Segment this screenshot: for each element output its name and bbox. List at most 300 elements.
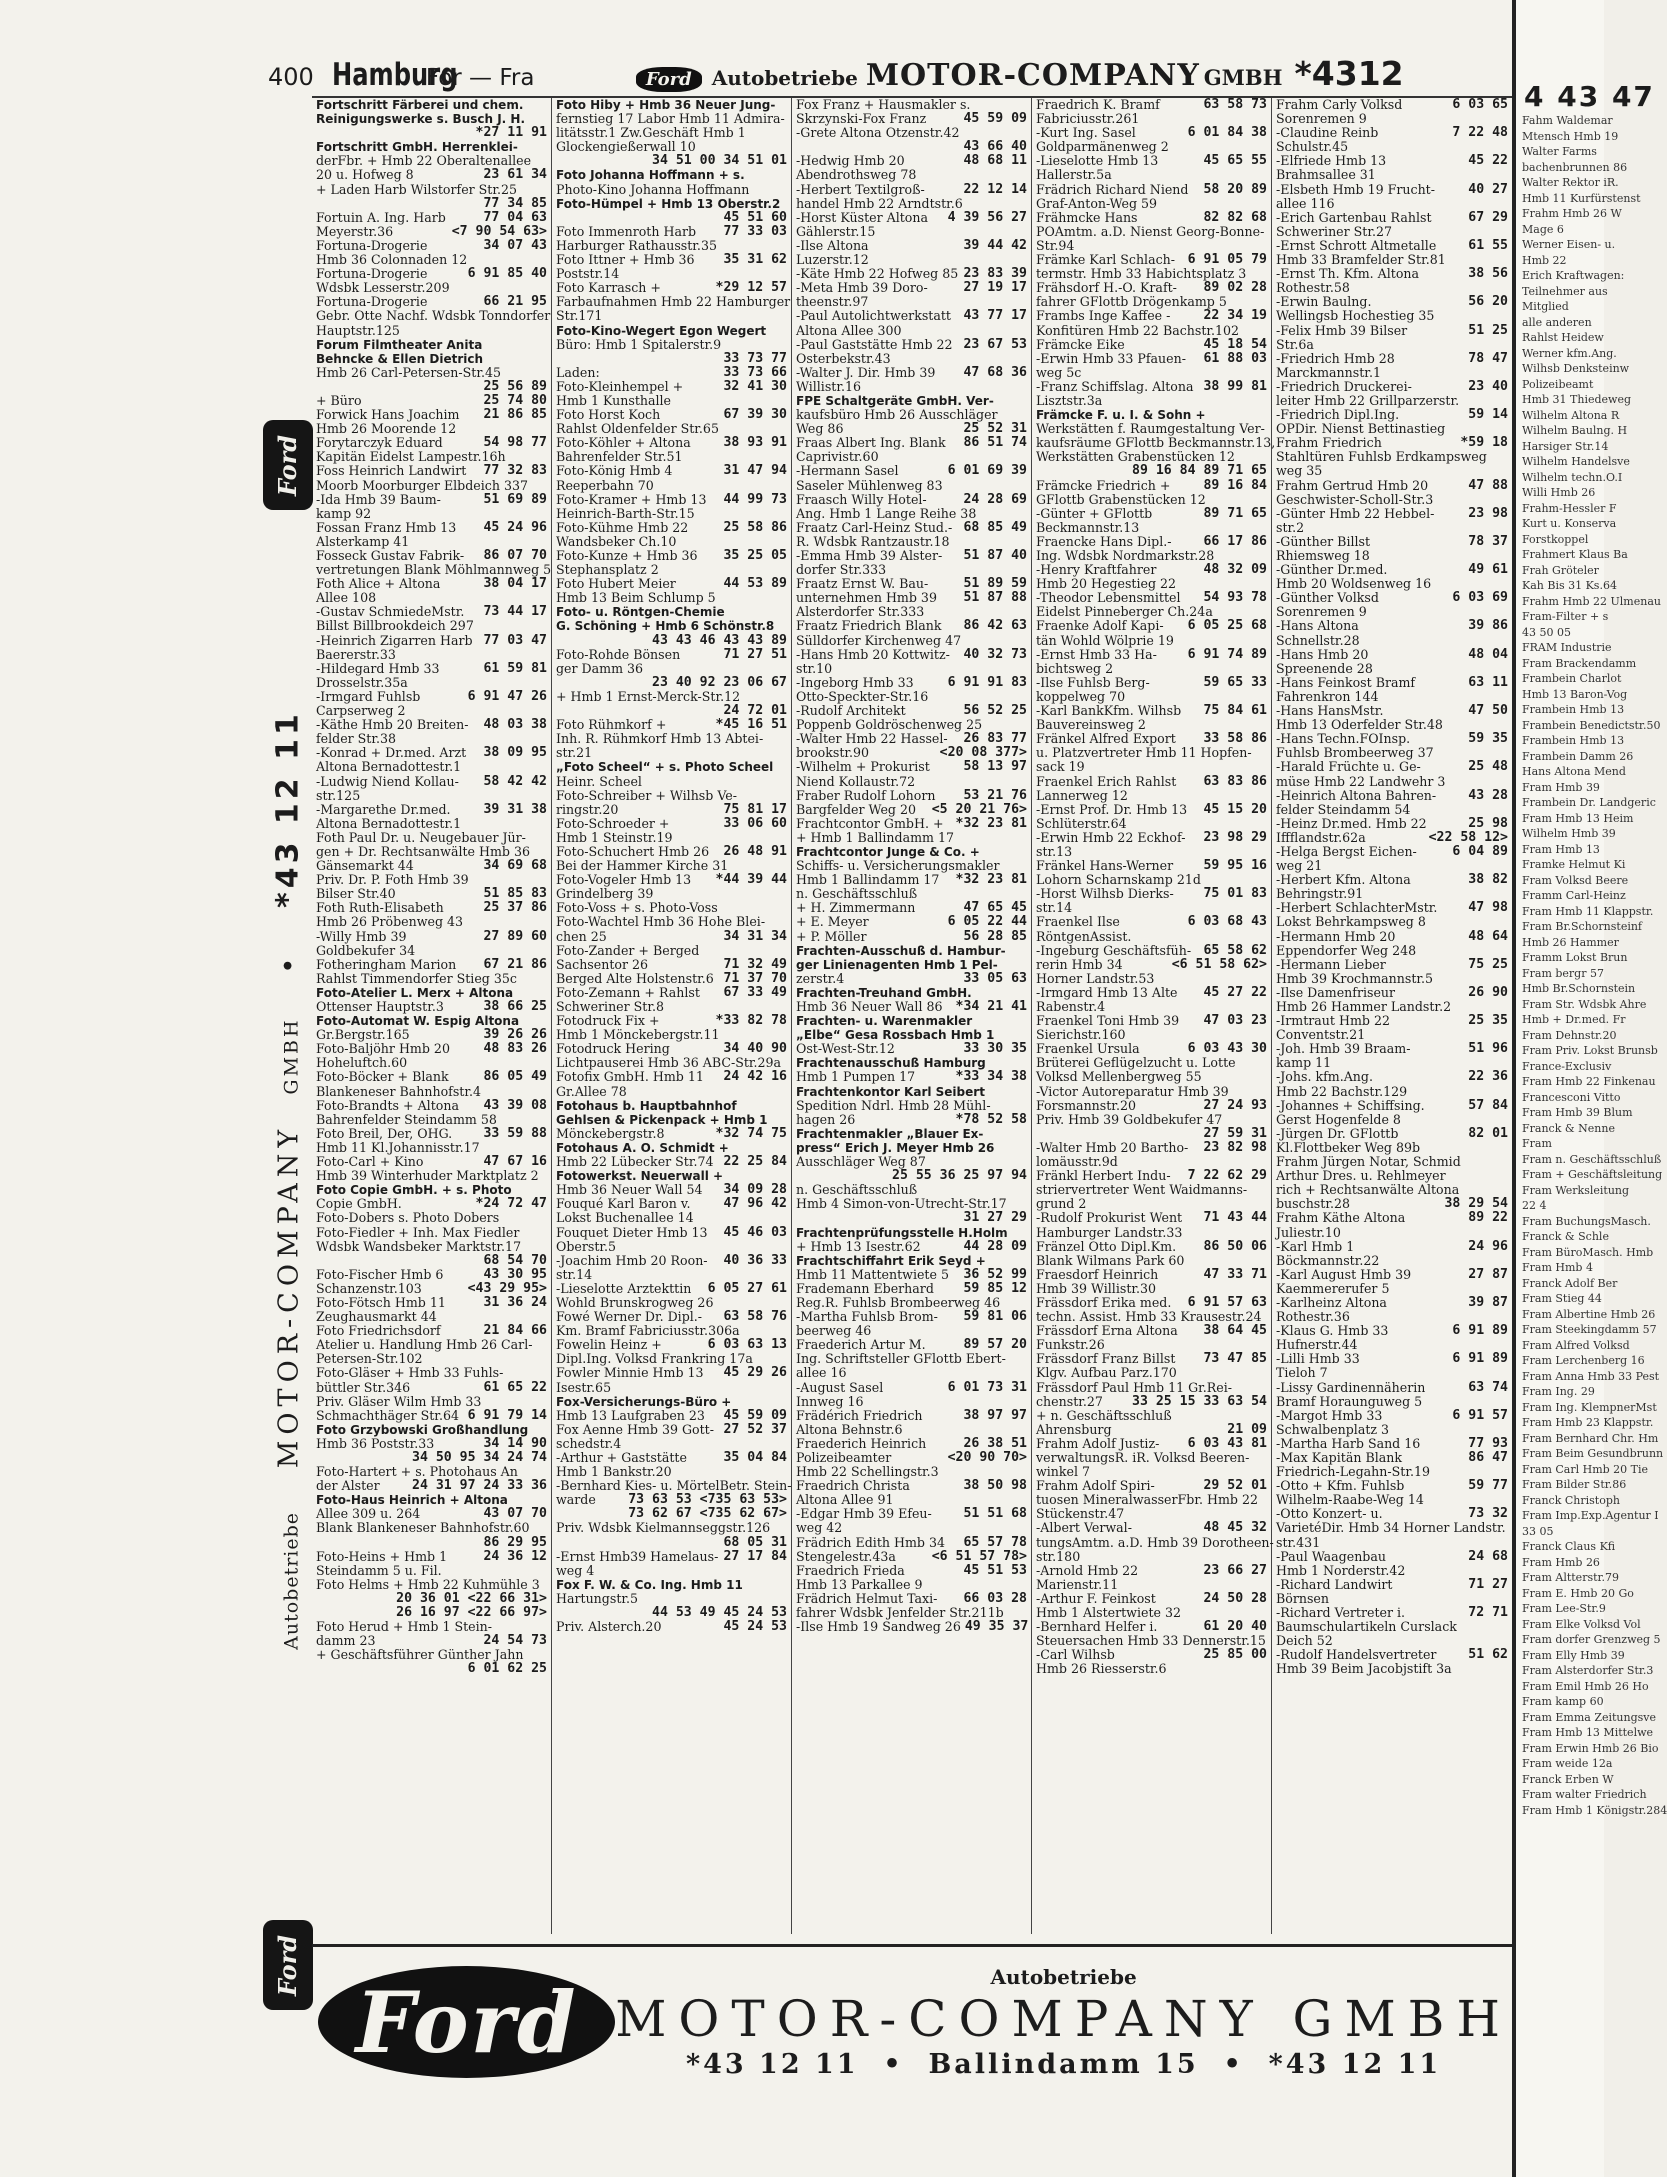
entry-text: Spreenende 28 [1276,660,1373,676]
entry-text: Fraas Albert Ing. Blank [796,435,946,451]
adjacent-page-line: Kurt u. Konserva [1522,517,1617,530]
directory-column-4 [1032,97,1276,1934]
directory-entry-line [1036,718,1267,732]
directory-entry-line [1036,1282,1267,1296]
entry-phone: 47 50 [1468,703,1508,719]
directory-entry-line [1276,98,1508,112]
directory-entry-line [316,112,547,126]
directory-entry-line [1036,1592,1267,1606]
adjacent-page-line: Fahm Waldemar [1522,114,1613,127]
entry-text: Hmb 4 Simon-von-Utrecht-Str.17 [796,1196,1007,1212]
directory-entry-line [1276,887,1508,901]
entry-phone: 22 12 14 [963,181,1027,197]
directory-entry-line [556,1395,787,1409]
entry-phone: 26 38 51 [963,1435,1027,1451]
directory-entry-line [1276,972,1508,986]
entry-phone: 25 52 31 [963,421,1027,437]
entry-text: -Bernhard Kies- u. MörtelBetr. Stein- [556,1478,792,1494]
directory-entry-line [556,676,787,690]
entry-text: tungsAmtm. a.D. Hmb 39 Dorotheen- [1036,1534,1274,1550]
entry-text: Frahm Friedrich [1276,435,1382,451]
directory-entry-line [556,507,787,521]
entry-text: Frachtenprüfungsstelle H.Holm [796,1225,1008,1240]
entry-text: ringstr.20 [556,801,619,817]
directory-entry-line [796,281,1027,295]
entry-phone: 53 21 76 [963,787,1027,803]
directory-entry-line [796,450,1027,464]
directory-entry-line [796,577,1027,591]
directory-entry-line [1036,1014,1267,1028]
entry-text: Foto-Zander + Berged [556,942,700,958]
entry-text: -Günter + GFlottb [1036,505,1153,521]
directory-entry-line [556,211,787,225]
directory-entry-line [1276,1056,1508,1070]
entry-text: Forwick Hans Joachim [316,407,460,423]
directory-entry-line [316,408,547,422]
entry-text: Fraber Rudolf Lohorn [796,787,936,803]
directory-entry-line [556,1578,787,1592]
entry-phone: 34 40 90 [723,1041,787,1057]
entry-text: Grindelberg 39 [556,886,654,902]
entry-phone: 25 85 00 [1203,1647,1267,1663]
entry-text: -Herbert SchlachterMstr. [1276,900,1438,916]
directory-entry-line [556,436,787,450]
directory-entry-line [1036,563,1267,577]
directory-entry-line [316,873,547,887]
directory-entry-line [796,634,1027,648]
entry-phone: 34 50 95 34 24 74 [412,1450,547,1465]
entry-phone: 44 53 49 45 24 53 [652,1605,787,1621]
directory-entry-line [556,986,787,1000]
directory-entry-line [556,366,787,380]
entry-text: Foto-Kramer + Hmb 13 [556,491,707,507]
entry-text: Sorenremen 9 [1276,604,1367,620]
ad-bullet-left: • [883,2048,904,2080]
entry-text: -Martha Harb Sand 16 [1276,1435,1421,1451]
ad-address: Ballindamm 15 [928,2048,1199,2080]
entry-phone: 66 17 86 [1203,533,1267,549]
directory-entry-line [316,295,547,309]
entry-text: Bahrenfelder Str.51 [556,449,683,465]
entry-text: Gänsemarkt 44 [316,858,414,874]
directory-entry-line [796,1254,1027,1268]
entry-phone: 63 11 [1468,674,1508,690]
entry-text: Fotohaus b. Hauptbahnhof [556,1098,737,1113]
directory-entry-line [796,1437,1027,1451]
entry-phone: 45 24 53 [723,1619,787,1635]
directory-entry-line [1036,1338,1267,1352]
directory-entry-line [1036,1479,1267,1493]
entry-phone: 49 61 [1468,562,1508,578]
directory-entry-line [796,1521,1027,1535]
directory-entry-line [316,775,547,789]
entry-text: -Friedrich Druckerei- [1276,378,1412,394]
directory-entry-line [1036,1070,1267,1084]
entry-text: -Rudolf Prokurist Went [1036,1210,1183,1226]
directory-entry-line [556,648,787,662]
entry-phone: 34 14 90 [483,1435,547,1451]
directory-entry-line [556,1451,787,1465]
directory-entry-line [556,789,787,803]
directory-entry-line [796,1423,1027,1437]
adjacent-page-line: Fram Str. Wdsbk Ahre [1522,997,1647,1011]
entry-phone: 40 32 73 [963,646,1027,662]
entry-phone: *33 34 38 [955,1069,1027,1085]
entry-phone: 63 58 73 [1203,97,1267,112]
directory-entry-line [796,140,1027,154]
entry-phone: 59 35 [1468,731,1508,747]
entry-text: Hmb 13 Laufgraben 23 [556,1407,705,1423]
entry-phone: 38 82 [1468,872,1508,888]
entry-text: -Elsbeth Hmb 19 Frucht- [1276,181,1435,197]
directory-entry-line [316,1366,547,1380]
directory-entry-line [1036,859,1267,873]
entry-text: -Günter Hmb 22 Hebbel- [1276,505,1435,521]
entry-text: -Claudine Reinb [1276,125,1379,141]
entry-phone: 43 77 17 [963,308,1027,324]
entry-text: litätsstr.1 Zw.Geschäft Hmb 1 [556,125,746,141]
entry-text: Foto-Schroeder + [556,815,670,831]
directory-entry-line [316,1592,547,1606]
entry-text: zerstr.4 [796,970,845,986]
entry-phone: 59 65 33 [1203,674,1267,690]
entry-text: lomäusstr.9d [1036,1154,1118,1170]
directory-entry-line [556,493,787,507]
entry-phone: 6 03 69 [1452,590,1508,606]
vertical-phone: *43 12 11 [270,710,306,908]
entry-text: Bilser Str.40 [316,886,396,902]
directory-entry-line [1036,1085,1267,1099]
directory-entry-line [1036,1042,1267,1056]
adjacent-page-line: Kah Bis 31 Ks.64 [1522,579,1617,592]
entry-text: Foto Horst Koch [556,407,661,423]
entry-text: „Foto Scheel“ + s. Photo Scheel [556,760,774,775]
entry-phone: 65 58 62 [1203,942,1267,958]
directory-entry-line [1036,1028,1267,1042]
directory-entry-line [556,605,787,619]
entry-text: Hmb 20 Hegestieg 22 [1036,576,1177,592]
entry-phone: 24 28 69 [963,491,1027,507]
entry-text: Hmb 13 Parkallee 9 [796,1576,923,1592]
directory-entry-line [1036,1366,1267,1380]
entry-text: -Karlheinz Altona [1276,1294,1387,1310]
entry-phone: 86 42 63 [963,618,1027,634]
directory-entry-line [796,1014,1027,1028]
directory-entry-line [316,1338,547,1352]
entry-text: Fraederich Artur M. [796,1337,926,1353]
directory-entry-line [556,140,787,154]
directory-entry-line [796,168,1027,182]
entry-phone: 43 66 40 [963,139,1027,155]
entry-text: Schnellstr.28 [1276,632,1360,648]
entry-text: Lokst Behrkampsweg 8 [1276,914,1426,930]
entry-phone: 67 33 49 [723,984,787,1000]
directory-entry-line [1276,1282,1508,1296]
directory-entry-line [556,324,787,338]
adjacent-page-line: Frahmert Klaus Ba [1522,548,1628,561]
entry-text: schedstr.4 [556,1435,622,1451]
directory-entry-line [556,1521,787,1535]
adjacent-page-line: France-Exclusiv [1522,1059,1612,1073]
entry-phone: 71 37 70 [723,970,787,986]
directory-entry-line [1036,380,1267,394]
directory-entry-line [796,901,1027,915]
adjacent-page-line: Franck Erben W [1522,1772,1614,1786]
adjacent-page-line: Fram Emil Hmb 26 Ho [1522,1679,1649,1693]
entry-text: koppelweg 70 [1036,688,1126,704]
directory-entry-line [796,1042,1027,1056]
entry-text: str.431 [1276,1534,1321,1550]
directory-entry-line [1036,873,1267,887]
entry-text: Fotodruck Hering [556,1041,670,1057]
directory-entry-line [1036,1240,1267,1254]
directory-entry-line [1276,464,1508,478]
directory-entry-line [1036,1141,1267,1155]
entry-phone: 86 51 74 [963,435,1027,451]
entry-text: + Hmb 1 Ballindamm 17 [796,829,954,845]
entry-phone: 77 03 47 [483,632,547,648]
entry-text: Frässdorf Erika med. [1036,1294,1172,1310]
entry-phone: 33 06 60 [723,815,787,831]
entry-text: Hmb 1 Ballindamm 17 [796,872,940,888]
entry-text: Fraesdorf Heinrich [1036,1266,1159,1282]
entry-phone: 29 52 01 [1203,1478,1267,1494]
directory-entry-line [796,225,1027,239]
entry-text: Hmb 11 Kl.Johannisstr.17 [316,1139,480,1155]
entry-text: Foth Ruth-Elisabeth [316,900,444,916]
directory-entry-line [316,986,547,1000]
directory-entry-line [556,1592,787,1606]
directory-entry-line [1276,126,1508,140]
directory-entry-line [1036,126,1267,140]
directory-entry-line [556,1085,787,1099]
directory-entry-line [1036,183,1267,197]
directory-entry-line [556,591,787,605]
entry-text: Wellingsb Hochestieg 35 [1276,308,1435,324]
entry-text: Främcke F. u. I. & Sohn + [1036,408,1206,423]
entry-text: -Horst Wilhsb Dierks- [1036,886,1174,902]
directory-entry-line [316,887,547,901]
adjacent-page-line: Wilhelm Hmb 39 [1522,827,1616,840]
directory-entry-line [796,295,1027,309]
directory-entry-line [1276,1169,1508,1183]
entry-text: Rhiemsweg 18 [1276,548,1370,563]
entry-text: Foto Rühmkorf + [556,717,667,733]
entry-text: Fotheringham Marion [316,956,457,972]
entry-phone: 26 16 97 <22 66 97> [396,1605,547,1621]
entry-text: Berged Alte Holstenstr.6 [556,970,714,986]
entry-text: Priv. Dr. P. Foth Hmb 39 [316,872,469,888]
entry-phone: 58 13 97 [963,759,1027,775]
entry-phone: 73 47 85 [1203,1351,1267,1367]
entry-text: Fraenkel Erich Rahlst [1036,773,1177,789]
entry-phone: 27 19 17 [963,280,1027,296]
entry-phone: <6 51 58 62> [1171,956,1267,972]
directory-entry-line [1276,1437,1508,1451]
entry-text: -Ernst Th. Kfm. Altona [1276,266,1420,282]
directory-entry-line [796,380,1027,394]
entry-phone: 89 16 84 [1203,477,1267,493]
adjacent-page-line: Fram Hmb 39 [1522,780,1600,794]
directory-entry-line [556,1282,787,1296]
entry-text: -Walter J. Dir. Hmb 39 [796,364,936,380]
entry-text: Friedrich-Legahn-Str.19 [1276,1464,1430,1480]
entry-phone: 48 45 32 [1203,1520,1267,1536]
entry-text: -Erwin Hmb 22 Eckhof- [1036,829,1186,845]
adjacent-page-line: Frambein Benedictstr.50 [1522,718,1661,732]
entry-text: -Wilhelm + Prokurist [796,759,930,775]
entry-text: Str.171 [556,308,603,324]
directory-entry-line [316,1085,547,1099]
entry-text: -Johannes + Schiffsing. [1276,1097,1425,1113]
directory-columns [312,96,1512,1934]
entry-text: Schweriner Str.27 [1276,223,1393,239]
entry-text: Foto-Zemann + Rahlst [556,984,700,1000]
entry-text: Alsterdorfer Str.333 [796,604,925,620]
directory-entry-line [1276,1366,1508,1380]
directory-entry-line [796,1409,1027,1423]
vertical-ad-text [271,710,306,1650]
entry-phone: 43 30 95 [483,1266,547,1282]
entry-phone: 24 72 01 [723,703,787,719]
directory-entry-line [556,1409,787,1423]
entry-phone: 40 27 [1468,181,1508,197]
directory-entry-line [316,591,547,605]
entry-text: -August Sasel [796,1379,884,1395]
directory-entry-line [796,1282,1027,1296]
directory-entry-line [1036,394,1267,408]
entry-phone: 56 20 [1468,294,1508,310]
entry-text: Främcke Eike [1036,336,1125,352]
entry-text: + Hmb 1 Ernst-Merck-Str.12 [556,688,741,704]
entry-text: 20 u. Hofweg 8 [316,167,414,183]
entry-phone: 82 01 [1468,1125,1508,1141]
entry-text: Foto-Wachtel Hmb 36 Hohe Blei- [556,914,766,930]
entry-phone: 47 68 36 [963,364,1027,380]
directory-entry-line [556,126,787,140]
directory-entry-line [1036,1662,1267,1676]
directory-entry-line [796,619,1027,633]
entry-phone: 89 22 [1468,1210,1508,1226]
directory-entry-line [316,535,547,549]
entry-text: Foto-König Hmb 4 [556,463,673,479]
directory-entry-line [556,1141,787,1155]
entry-phone: 34 51 00 34 51 01 [652,153,787,169]
entry-phone: 39 31 38 [483,801,547,817]
entry-text: kamp 92 [316,505,372,521]
entry-text: Skrzynski-Fox Franz [796,111,927,127]
entry-phone: *24 72 47 [475,1196,547,1212]
directory-entry-line [556,521,787,535]
directory-entry-line [556,197,787,211]
directory-entry-line [796,958,1027,972]
entry-text: -Paul Waagenbau [1276,1548,1386,1564]
entry-phone: 35 31 62 [723,252,787,268]
directory-entry-line [1276,930,1508,944]
directory-entry-line [1036,225,1267,239]
directory-entry-line [316,1296,547,1310]
directory-entry-line [556,1042,787,1056]
entry-phone: 4 39 56 27 [947,209,1027,225]
directory-entry-line [316,1606,547,1620]
entry-text: -Paul Gaststätte Hmb 22 [796,336,953,352]
directory-entry-line [796,422,1027,436]
adjacent-page-line: FRAM Industrie [1522,641,1612,654]
entry-text: -Carl Wilhsb [1036,1647,1115,1663]
directory-entry-line [316,1324,547,1338]
entry-text: leiter Hmb 22 Grillparzerstr. [1276,392,1460,408]
entry-phone: 26 90 [1468,984,1508,1000]
directory-entry-line [796,676,1027,690]
directory-entry-line [1036,944,1267,958]
entry-phone: 77 33 03 [723,223,787,239]
entry-phone: 89 16 84 89 71 65 [1132,463,1267,479]
entry-text: Frachten-Treuhand GmbH. [796,985,972,1000]
entry-text: weg 4 [556,1562,595,1578]
directory-entry-line [1036,831,1267,845]
entry-text: Hmb 36 Colonnaden 12 [316,252,468,268]
directory-entry-line [796,1141,1027,1155]
adjacent-page-line: Francesconi Vitto [1522,1090,1621,1104]
entry-text: Fowler Minnie Hmb 13 [556,1365,704,1381]
entry-phone: 89 57 20 [963,1337,1027,1353]
entry-text: Niend Kollaustr.72 [796,773,916,789]
directory-entry-line [1276,831,1508,845]
entry-text: Geschwister-Scholl-Str.3 [1276,491,1434,507]
entry-text: -Ilse Hmb 19 Sandweg 26 [796,1619,961,1635]
directory-entry-line [316,1381,547,1395]
directory-entry-line [1276,1028,1508,1042]
entry-text: str.21 [556,745,593,761]
entry-text: Hmb 39 Winterhuder Marktplatz 2 [316,1168,539,1184]
page-header [268,54,1518,94]
entry-phone: 6 91 74 89 [1187,646,1267,662]
directory-entry-line [1276,619,1508,633]
entry-text: Hmb 26 Pröbenweg 43 [316,914,464,930]
ad-phone-right: *43 12 11 [1268,2048,1442,2080]
directory-entry-line [556,394,787,408]
adjacent-page-line: Franck & Nenne [1522,1121,1615,1135]
entry-text: Hmb 36 Neuer Wall 54 [556,1182,703,1198]
directory-entry-line [556,239,787,253]
entry-phone: 51 96 [1468,1041,1508,1057]
directory-entry-line [1276,450,1508,464]
entry-text: tän Wohld Wölprie 19 [1036,632,1174,648]
adjacent-page-line: Forstkoppel [1522,532,1589,546]
entry-text: Foto- u. Röntgen-Chemie [556,605,725,620]
entry-phone: *33 82 78 [715,1013,787,1029]
entry-text: + E. Meyer [796,914,869,930]
entry-text: Ottenser Hauptstr.3 [316,999,444,1014]
entry-text: Rabenstr.4 [1036,999,1106,1014]
entry-text: -Henry Kraftfahrer [1036,562,1157,578]
entry-text: -Friedrich Dipl.Ing. [1276,407,1400,423]
entry-text: -Franz Schiffslag. Altona [1036,378,1194,394]
entry-text: -Hans Hmb 20 [1276,646,1369,662]
directory-entry-line [316,140,547,154]
entry-phone: 7 22 48 [1452,125,1508,141]
directory-entry-line [1036,267,1267,281]
entry-text: Foto-Kunze + Hmb 36 [556,548,698,563]
entry-text: Hauptstr.125 [316,322,400,338]
adjacent-page-line: Fram Lee-Str.9 [1522,1602,1606,1615]
directory-entry-line [1276,958,1508,972]
directory-entry-line [1036,887,1267,901]
entry-phone: *32 23 81 [955,872,1027,888]
entry-phone: 48 64 [1468,928,1508,944]
entry-text: -Martha Fuhlsb Brom- [796,1309,938,1325]
directory-entry-line [796,563,1027,577]
